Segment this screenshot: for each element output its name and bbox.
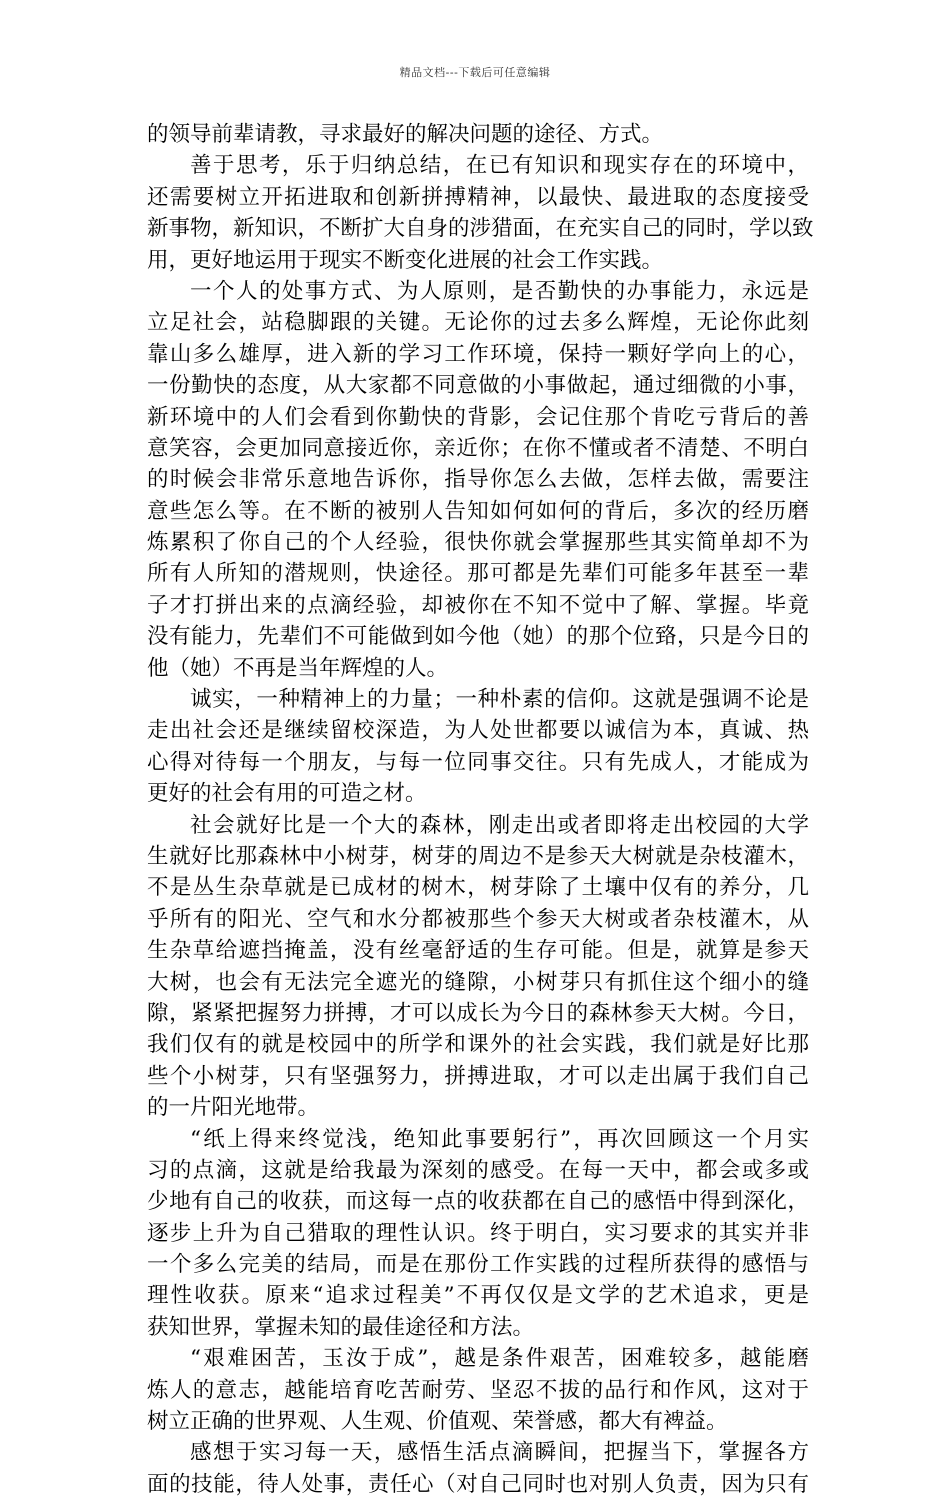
text-line: 所有人所知的潜规则，快途径。那可都是先辈们可能多年甚至一辈 (147, 561, 809, 587)
text-line: “纸上得来终觉浅，绝知此事要躬行”，再次回顾这一个月实 (190, 1126, 809, 1152)
text-line: 立足社会，站稳脚跟的关键。无论你的过去多么辉煌，无论你此刻 (147, 310, 809, 336)
text-line: 一个人的处事方式、为人原则，是否勤快的办事能力，永远是 (190, 278, 809, 304)
text-line: 用，更好地运用于现实不断变化进展的社会工作实践。 (147, 247, 664, 273)
text-line: 生杂草给遮挡掩盖，没有丝毫舒适的生存可能。但是，就算是参天 (147, 938, 809, 964)
text-line: 逐步上升为自己猎取的理性认识。终于明白，实习要求的其实并非 (147, 1220, 809, 1246)
text-line: 他（她）不再是当年辉煌的人。 (147, 655, 449, 681)
text-line: 一个多么完美的结局，而是在那份工作实践的过程所获得的感悟与 (147, 1252, 809, 1278)
text-line: 生就好比那森林中小树芽，树芽的周边不是参天大树就是杂枝灌木， (147, 843, 809, 869)
text-line: 走出社会还是继续留校深造，为人处世都要以诚信为本，真诚、热 (147, 718, 809, 744)
text-line: 新事物，新知识，不断扩大自身的涉猎面，在充实自己的同时，学以致 (147, 216, 814, 242)
text-line: 的时候会非常乐意地告诉你，指导你怎么去做，怎样去做，需要注 (147, 467, 809, 493)
text-line: 还需要树立开拓进取和创新拼搏精神，以最快、最进取的态度接受 (147, 184, 809, 210)
text-line: 不是丛生杂草就是已成材的树木，树芽除了土壤中仅有的养分，几 (147, 875, 809, 901)
text-line: “艰难困苦，玉汝于成”，越是条件艰苦，困难较多，越能磨 (190, 1346, 809, 1372)
text-line: 意些怎么等。在不断的被别人告知如何如何的背后，多次的经历磨 (147, 498, 809, 524)
text-line: 的领导前辈请教，寻求最好的解决问题的途径、方式。 (147, 122, 664, 147)
text-line: 子才打拼出来的点滴经验，却被你在不知不觉中了解、掌握。毕竟 (147, 592, 809, 618)
text-line: 感想于实习每一天，感悟生活点滴瞬间，把握当下，掌握各方 (190, 1440, 809, 1466)
text-line: 获知世界，掌握未知的最佳途径和方法。 (147, 1314, 535, 1340)
text-line: 我们仅有的就是校园中的所学和课外的社会实践，我们就是好比那 (147, 1032, 809, 1058)
text-line: 心得对待每一个朋友，与每一位同事交往。只有先成人，才能成为 (147, 749, 809, 775)
text-line: 没有能力，先辈们不可能做到如今他（她）的那个位臵，只是今日的 (147, 624, 809, 650)
text-line: 更好的社会有用的可造之材。 (147, 781, 427, 807)
document-body (147, 119, 814, 1500)
page-header: 精品文档---下载后可任意编辑 (399, 66, 551, 79)
text-line: 一份勤快的态度，从大家都不同意做的小事做起，通过细微的小事， (147, 373, 809, 399)
text-line: 乎所有的阳光、空气和水分都被那些个参天大树或者杂枝灌木，从 (147, 906, 809, 932)
text-line: 善于思考，乐于归纳总结，在已有知识和现实存在的环境中， (190, 153, 809, 179)
text-line: 树立正确的世界观、人生观、价值观、荣誉感，都大有裨益。 (147, 1409, 728, 1435)
text-line: 习的点滴，这就是给我最为深刻的感受。在每一天中，都会或多或 (147, 1157, 809, 1183)
text-line: 诚实，一种精神上的力量；一种朴素的信仰。这就是强调不论是 (190, 687, 809, 713)
text-line: 炼累积了你自己的个人经验，很快你就会掌握那些其实简单却不为 (147, 530, 809, 556)
text-line: 大树，也会有无法完全遮光的缝隙，小树芽只有抓住这个细小的缝 (147, 969, 809, 995)
text-line: 理性收获。原来“追求过程美”不再仅仅是文学的艺术追求，更是 (147, 1283, 809, 1309)
text-line: 些个小树芽，只有坚强努力，拼搏进取，才可以走出属于我们自己 (147, 1063, 809, 1089)
text-line: 的一片阳光地带。 (147, 1095, 320, 1121)
text-line: 社会就好比是一个大的森林，刚走出或者即将走出校园的大学 (190, 812, 809, 838)
text-line: 意笑容，会更加同意接近你，亲近你；在你不懂或者不清楚、不明白 (147, 435, 809, 461)
text-line: 隙，紧紧把握努力拼搏，才可以成长为今日的森林参天大树。今日， (147, 1000, 809, 1026)
text-line: 少地有自己的收获，而这每一点的收获都在自己的感悟中得到深化， (147, 1189, 809, 1215)
text-line: 面的技能，待人处事，责任心（对自己同时也对别人负责，因为只有 (147, 1471, 809, 1497)
text-line: 炼人的意志，越能培育吃苦耐劳、坚忍不拔的品行和作风，这对于 (147, 1377, 809, 1403)
text-line: 新环境中的人们会看到你勤快的背影，会记住那个肯吃亏背后的善 (147, 404, 809, 430)
text-line: 靠山多么雄厚，进入新的学习工作环境，保持一颗好学向上的心， (147, 341, 809, 367)
